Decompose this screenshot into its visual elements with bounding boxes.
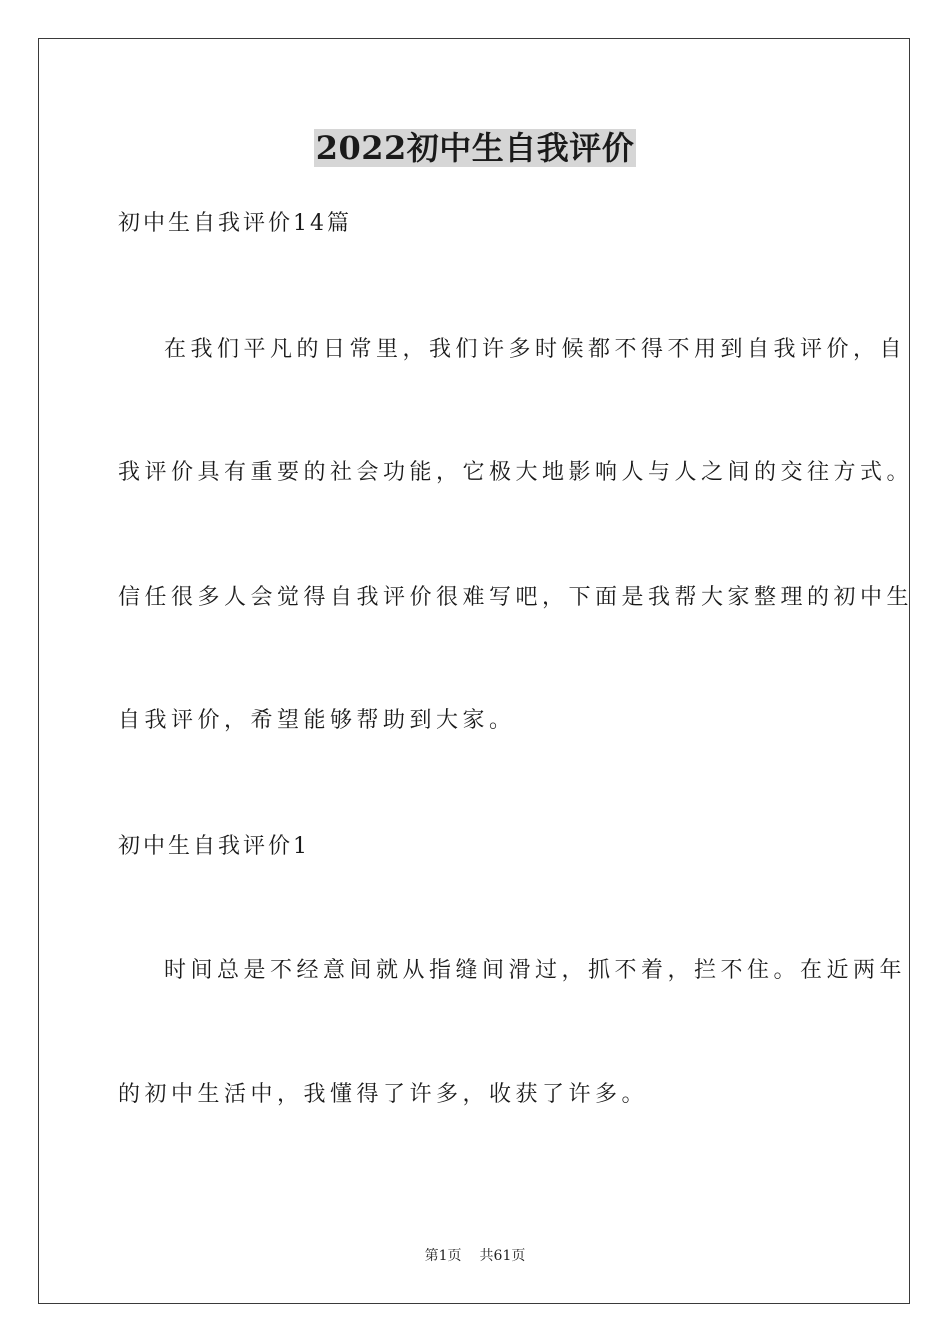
section-heading: 初中生自我评价1 [118, 834, 310, 859]
paragraph-line: 在我们平凡的日常里，我们许多时候都不得不用到自我评价，自 [164, 337, 907, 362]
paragraph-line: 信任很多人会觉得自我评价很难写吧，下面是我帮大家整理的初中生 [118, 585, 914, 610]
document-title [0, 126, 950, 170]
paragraph-line: 的初中生活中，我懂得了许多，收获了许多。 [118, 1082, 649, 1107]
paragraph-line: 我评价具有重要的社会功能，它极大地影响人与人之间的交往方式。 [118, 460, 914, 485]
page-number: 第1页 [424, 1248, 462, 1264]
document-title-text: 2022初中生自我评价 [315, 129, 635, 167]
paragraph-line: 自我评价，希望能够帮助到大家。 [118, 708, 516, 733]
document-subtitle: 初中生自我评价14篇 [118, 211, 352, 236]
paragraph-line: 时间总是不经意间就从指缝间滑过，抓不着，拦不住。在近两年 [164, 958, 907, 983]
page-total: 共61页 [479, 1248, 526, 1264]
page-footer [0, 1246, 950, 1266]
